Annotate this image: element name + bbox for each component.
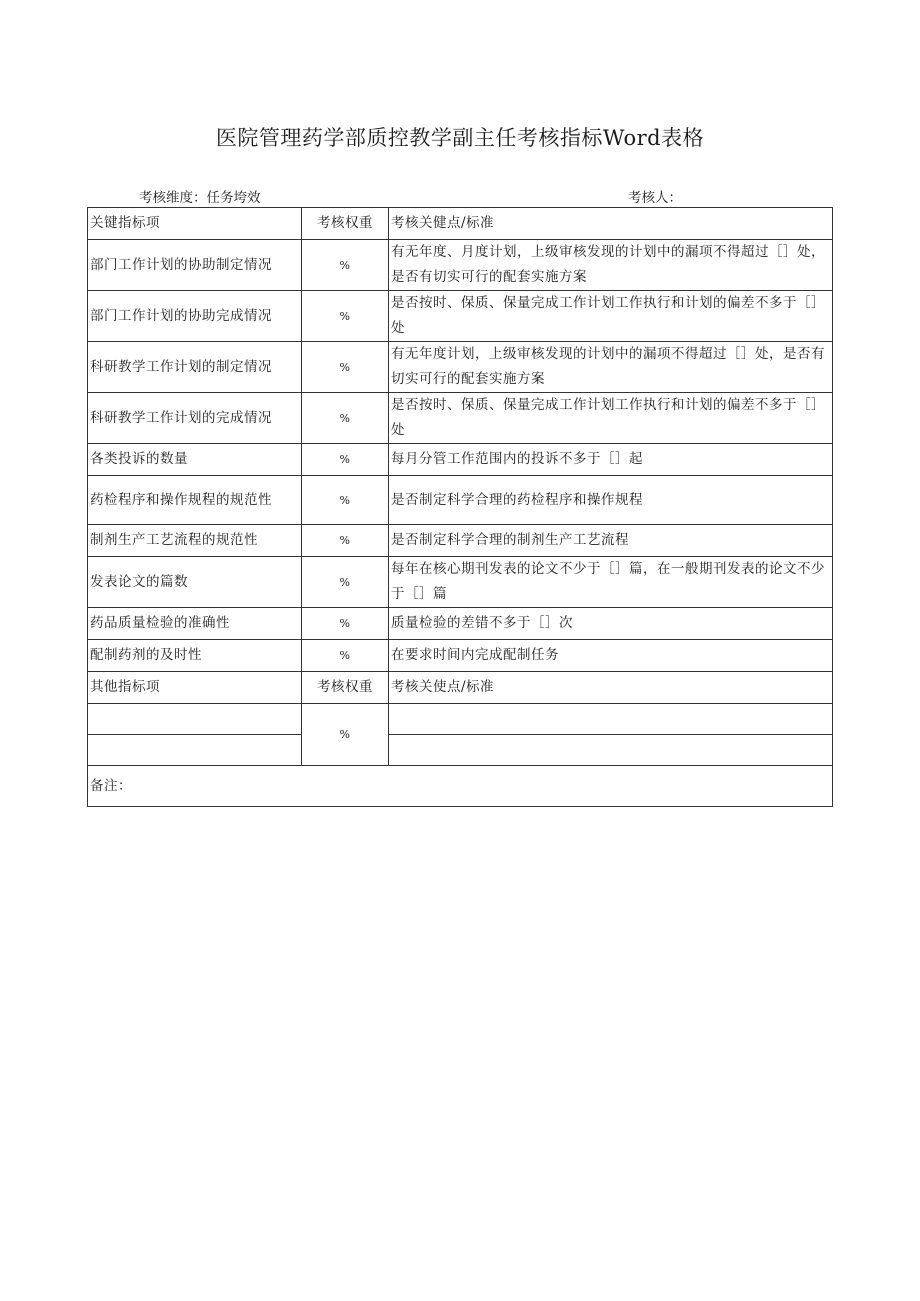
- row-item: 科研教学工作计划的完成情况: [88, 393, 302, 444]
- row-weight: %: [302, 444, 389, 476]
- row-weight: %: [302, 525, 389, 557]
- row-standard: 质量检验的差错不多于［］次: [389, 608, 833, 640]
- row-weight: %: [302, 393, 389, 444]
- row-item: 药品质量检验的准确性: [88, 608, 302, 640]
- row-weight: %: [302, 240, 389, 291]
- row-weight: %: [302, 342, 389, 393]
- row-weight: %: [302, 640, 389, 672]
- table-row: [88, 557, 833, 608]
- header-item: 关键指标项: [88, 208, 302, 240]
- table-row: [88, 608, 833, 640]
- row-item: 科研教学工作计划的制定情况: [88, 342, 302, 393]
- header-weight: 考核权重: [302, 208, 389, 240]
- row-standard: 在要求时间内完成配制任务: [389, 640, 833, 672]
- other-standard-cell[interactable]: [389, 704, 833, 735]
- row-item: 制剂生产工艺流程的规范性: [88, 525, 302, 557]
- other-row: [88, 735, 833, 766]
- remarks-row: [88, 766, 833, 807]
- row-standard: 是否按时、保质、保量完成工作计划工作执行和计划的偏差不多于［］处: [389, 291, 833, 342]
- row-weight: %: [302, 608, 389, 640]
- other-header-standard: 考核关使点/标准: [389, 672, 833, 704]
- row-standard: 每年在核心期刊发表的论文不少于［］篇，在一般期刊发表的论文不少于［］篇: [389, 557, 833, 608]
- row-standard: 是否制定科学合理的药检程序和操作规程: [389, 476, 833, 525]
- remarks-label: 备注：: [88, 766, 833, 807]
- row-standard: 每月分管工作范围内的投诉不多于［］起: [389, 444, 833, 476]
- table-row: [88, 525, 833, 557]
- row-standard: 是否按时、保质、保量完成工作计划工作执行和计划的偏差不多于［］处: [389, 393, 833, 444]
- row-item: 各类投诉的数量: [88, 444, 302, 476]
- kpi-table: [87, 207, 833, 807]
- row-weight: %: [302, 476, 389, 525]
- row-weight: %: [302, 557, 389, 608]
- page-title: 医院管理药学部质控教学副主任考核指标Word表格: [215, 126, 705, 150]
- other-standard-cell[interactable]: [389, 735, 833, 766]
- table-row: [88, 444, 833, 476]
- table-header-row: [88, 208, 833, 240]
- row-item: 部门工作计划的协助完成情况: [88, 291, 302, 342]
- row-standard: 有无年度计划，上级审核发现的计划中的漏项不得超过［］处，是否有切实可行的配套实施方案: [389, 342, 833, 393]
- other-weight: %: [302, 704, 389, 766]
- table-row: [88, 342, 833, 393]
- table-row: [88, 476, 833, 525]
- table-row: [88, 393, 833, 444]
- row-item: 药检程序和操作规程的规范性: [88, 476, 302, 525]
- row-standard: 有无年度、月度计划，上级审核发现的计划中的漏项不得超过［］处，是否有切实可行的配套实施方案: [389, 240, 833, 291]
- row-standard: 是否制定科学合理的制剂生产工艺流程: [389, 525, 833, 557]
- table-row: [88, 640, 833, 672]
- other-row: [88, 704, 833, 735]
- table-row: [88, 240, 833, 291]
- assessor-label: 考核人：: [628, 190, 682, 206]
- other-item-cell[interactable]: [88, 704, 302, 735]
- table-row: [88, 291, 833, 342]
- row-item: 部门工作计划的协助制定情况: [88, 240, 302, 291]
- other-header-row: [88, 672, 833, 704]
- row-item: 发表论文的篇数: [88, 557, 302, 608]
- header-standard: 考核关健点/标准: [389, 208, 833, 240]
- other-header-item: 其他指标项: [88, 672, 302, 704]
- other-item-cell[interactable]: [88, 735, 302, 766]
- other-header-weight: 考核权重: [302, 672, 389, 704]
- row-item: 配制药剂的及时性: [88, 640, 302, 672]
- row-weight: %: [302, 291, 389, 342]
- assessment-dimension: 考核维度：任务垮效: [139, 190, 261, 206]
